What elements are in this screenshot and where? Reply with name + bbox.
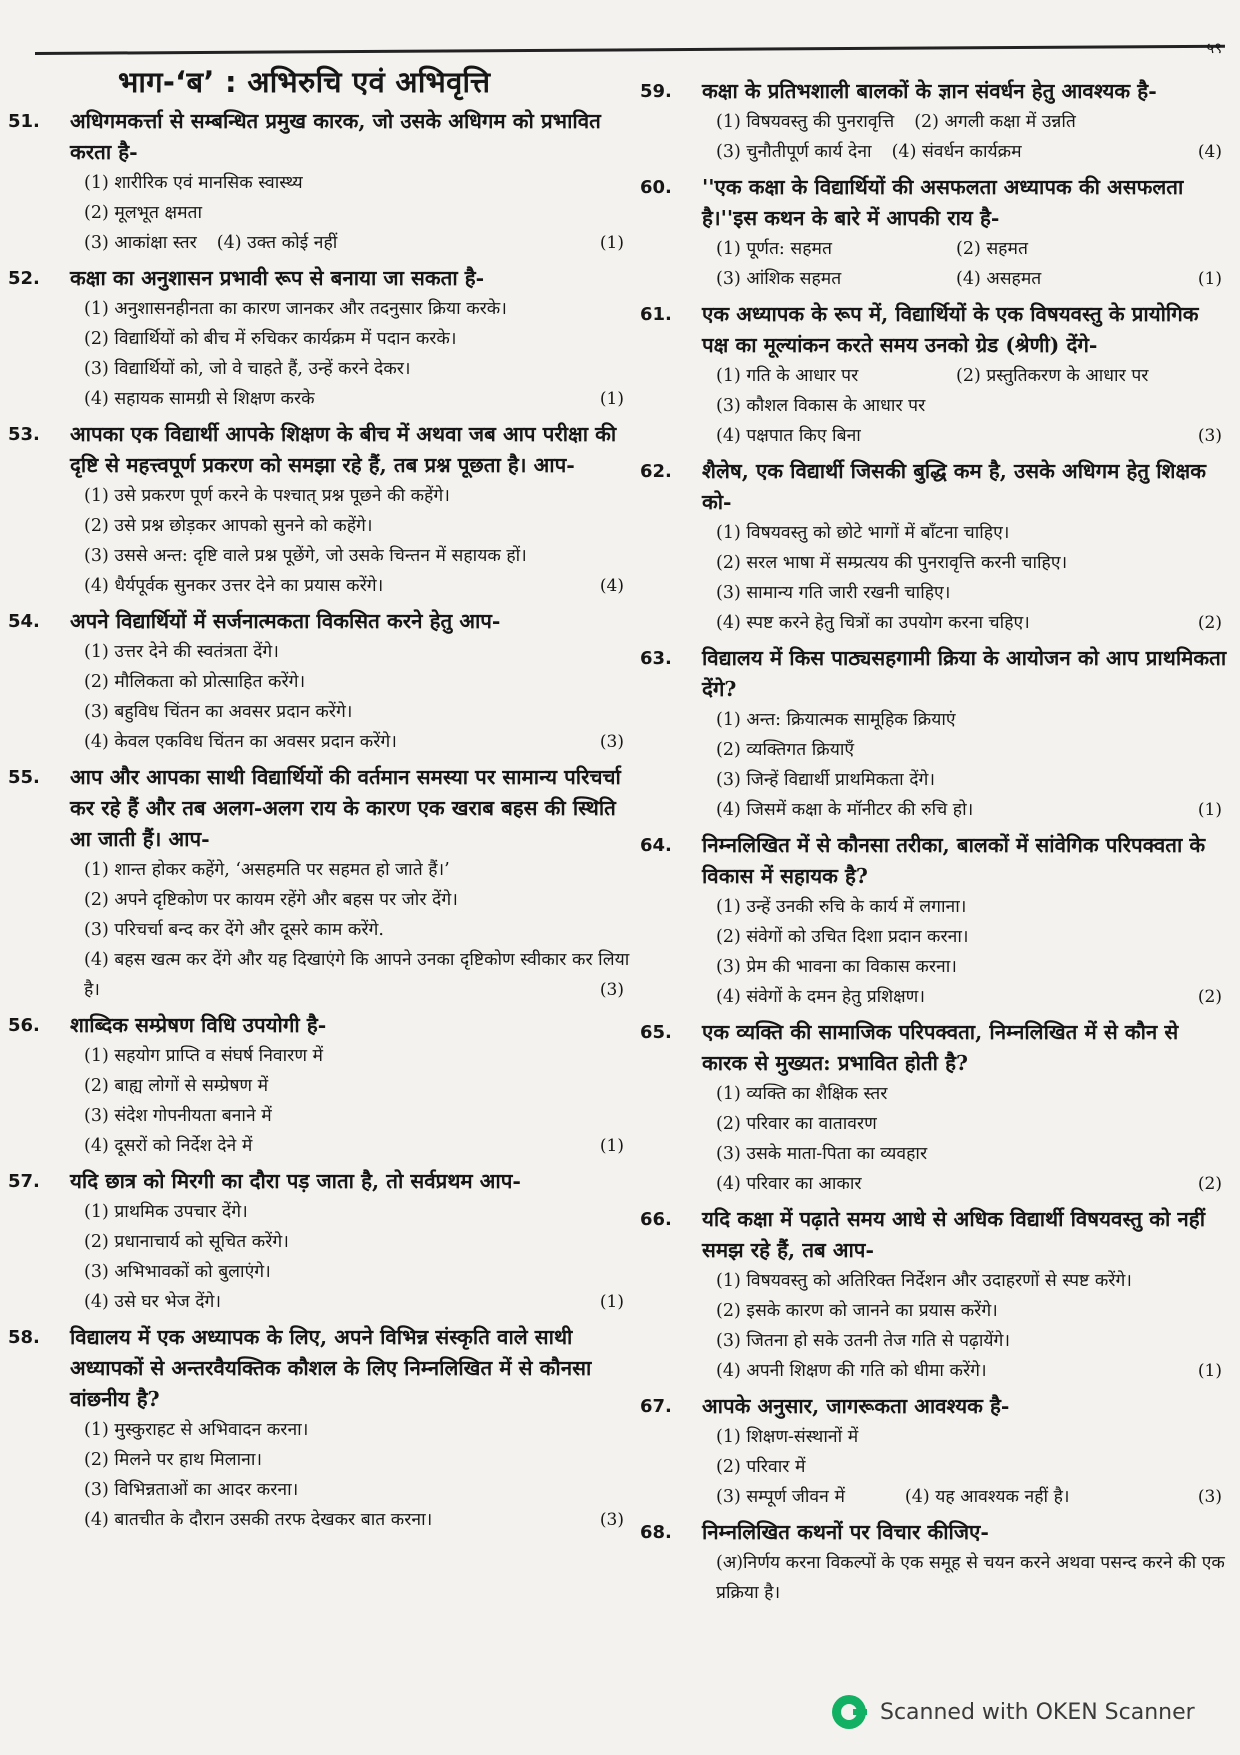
option: (1) उन्हें उनकी रुचि के कार्य में लगाना।	[716, 897, 967, 917]
answer-key: (3)	[1197, 426, 1222, 446]
question-number: 57.	[8, 1171, 40, 1192]
option: (1) गति के आधार पर	[716, 366, 859, 386]
option: (2) संवेगों को उचित दिशा प्रदान करना।	[716, 927, 969, 947]
option: (1) उत्तर देने की स्वतंत्रता देंगे।	[84, 642, 279, 662]
answer-key: (3)	[599, 732, 624, 752]
option: (3) विभिन्नताओं का आदर करना।	[84, 1480, 299, 1500]
question-number: 64.	[640, 835, 672, 856]
question-number: 53.	[8, 424, 40, 445]
option: (4) बहस खत्म कर देंगे और यह दिखाएंगे कि आपने उनका दृष्टिकोण स्वीकार कर लिया है।	[84, 950, 630, 1000]
option: (3) उसके माता-पिता का व्यवहार	[716, 1144, 928, 1164]
option: (1) विषयवस्तु को अतिरिक्त निर्देशन और उदाहरणों से स्पष्ट करेंगे।	[716, 1271, 1132, 1291]
question-53	[8, 419, 630, 601]
question-66	[640, 1204, 1228, 1386]
question-number: 61.	[640, 304, 672, 325]
answer-key: (3)	[599, 980, 624, 1000]
option: (2) मूलभूत क्षमता	[84, 203, 203, 223]
question-stem: यदि छात्र को मिरगी का दौरा पड़ जाता है, तो सर्वप्रथम आप-	[70, 1169, 521, 1193]
option: (2) सरल भाषा में सम्प्रत्यय की पुनरावृत्ति करनी चाहिए।	[716, 553, 1068, 573]
question-number: 56.	[8, 1015, 40, 1036]
answer-key: (1)	[1197, 269, 1222, 289]
option: (1) पूर्णत: सहमत	[716, 239, 832, 259]
question-stem: यदि कक्षा में पढ़ाते समय आधे से अधिक विद्यार्थी विषयवस्तु को नहीं समझ रहे हैं, तब आप-	[702, 1207, 1205, 1262]
answer-key: (4)	[599, 576, 624, 596]
scanner-watermark-text: Scanned with OKEN Scanner	[880, 1699, 1195, 1725]
question-number: 66.	[640, 1209, 672, 1230]
question-stem: शैलेष, एक विद्यार्थी जिसकी बुद्धि कम है, उसके अधिगम हेतु शिक्षक को-	[702, 459, 1206, 514]
question-stem: आप और आपका साथी विद्यार्थियों की वर्तमान समस्या पर सामान्य परिचर्चा कर रहे हैं और तब अलग-अलग राय के कारण एक खराब बहस की स्थिति आ जाती हैं। आप-	[70, 765, 621, 851]
option: (1) विषयवस्तु की पुनरावृत्ति	[716, 112, 895, 132]
right-column	[640, 62, 1228, 1608]
question-stem: अपने विद्यार्थियों में सर्जनात्मकता विकसित करने हेतु आप-	[70, 609, 501, 633]
option: (4) बातचीत के दौरान उसकी तरफ देखकर बात करना।	[84, 1510, 433, 1530]
question-stem: अधिगमकर्त्ता से सम्बन्धित प्रमुख कारक, जो उसके अधिगम को प्रभावित करता है-	[70, 109, 601, 164]
answer-key: (1)	[599, 1136, 624, 1156]
oken-scanner-logo-icon	[832, 1695, 866, 1729]
option: (4) संवर्धन कार्यक्रम	[891, 142, 1022, 162]
option: (2) विद्यार्थियों को बीच में रुचिकर कार्यक्रम में पदान करके।	[84, 329, 457, 349]
scanner-watermark	[832, 1695, 1195, 1729]
question-number: 59.	[640, 81, 672, 102]
option: (1) विषयवस्तु को छोटे भागों में बाँटना चाहिए।	[716, 523, 1010, 543]
question-52	[8, 263, 630, 414]
option: (1) व्यक्ति का शैक्षिक स्तर	[716, 1084, 888, 1104]
option: (4) दूसरों को निर्देश देने में	[84, 1136, 253, 1156]
option: (4) केवल एकविध चिंतन का अवसर प्रदान करेंगे।	[84, 732, 397, 752]
answer-key: (2)	[1197, 1174, 1222, 1194]
question-65	[640, 1017, 1228, 1199]
option: (4) उक्त कोई नहीं	[216, 233, 338, 253]
question-68	[640, 1517, 1228, 1608]
question-stem: एक व्यक्ति की सामाजिक परिपक्वता, निम्नलिखित में से कौन से कारक से मुख्यत: प्रभावित होती है?	[702, 1020, 1179, 1075]
answer-key: (3)	[599, 1510, 624, 1530]
option: (4) सहायक सामग्री से शिक्षण करके	[84, 389, 315, 409]
option: (4) यह आवश्यक नहीं है।	[904, 1487, 1070, 1507]
left-column	[8, 62, 630, 1535]
option: (4) संवेगों के दमन हेतु प्रशिक्षण।	[716, 987, 925, 1007]
option: (2) व्यक्तिगत क्रियाएँ	[716, 740, 855, 760]
question-number: 52.	[8, 268, 40, 289]
option: (1) अन्त: क्रियात्मक सामूहिक क्रियाएं	[716, 710, 956, 730]
option: (1) शिक्षण-संस्थानों में	[716, 1427, 859, 1447]
question-number: 54.	[8, 611, 40, 632]
question-number: 62.	[640, 461, 672, 482]
option: (2) अपने दृष्टिकोण पर कायम रहेंगे और बहस पर जोर देंगे।	[84, 890, 458, 910]
option: (3) अभिभावकों को बुलाएंगे।	[84, 1262, 271, 1282]
question-stem: निम्नलिखित कथनों पर विचार कीजिए-	[702, 1520, 989, 1544]
option: (2) प्रस्तुतिकरण के आधार पर	[956, 366, 1149, 386]
option: (3) कौशल विकास के आधार पर	[716, 396, 926, 416]
answer-key: (1)	[599, 389, 624, 409]
option: (4) उसे घर भेज देंगे।	[84, 1292, 222, 1312]
option: (3) जितना हो सके उतनी तेज गति से पढ़ायेंगे।	[716, 1331, 1011, 1351]
option: (1) मुस्कुराहट से अभिवादन करना।	[84, 1420, 309, 1440]
question-51	[8, 106, 630, 258]
option: (2) उसे प्रश्न छोड़कर आपको सुनने को कहेंगे।	[84, 516, 373, 536]
question-number: 67.	[640, 1396, 672, 1417]
question-67	[640, 1391, 1228, 1512]
option: (1) उसे प्रकरण पूर्ण करने के पश्चात् प्रश्न पूछने की कहेंगे।	[84, 486, 450, 506]
option: (3) आंशिक सहमत	[716, 269, 842, 289]
option: (4) स्पष्ट करने हेतु चित्रों का उपयोग करना चहिए।	[716, 613, 1030, 633]
option: (4) धैर्यपूर्वक सुनकर उत्तर देने का प्रयास करेंगे।	[84, 576, 384, 596]
option: (1) अनुशासनहीनता का कारण जानकर और तदनुसार क्रिया करके।	[84, 299, 507, 319]
question-stem: शाब्दिक सम्प्रेषण विधि उपयोगी है-	[70, 1013, 327, 1037]
option: (2) मौलिकता को प्रोत्साहित करेंगे।	[84, 672, 306, 692]
option: (2) परिवार में	[716, 1457, 806, 1477]
question-stem: निम्नलिखित में से कौनसा तरीका, बालकों में सांवेगिक परिपक्वता के विकास में सहायक है?	[702, 833, 1206, 888]
answer-key: (2)	[1197, 987, 1222, 1007]
question-63	[640, 643, 1228, 825]
answer-key: (1)	[1197, 800, 1222, 820]
option: (3) आकांक्षा स्तर	[84, 233, 197, 253]
option: (3) जिन्हें विद्यार्थी प्राथमिकता देंगे।	[716, 770, 936, 790]
option: (2) बाह्य लोगों से सम्प्रेषण में	[84, 1076, 269, 1096]
section-title: भाग-‘ब’ : अभिरुचि एवं अभिवृत्ति	[118, 65, 491, 99]
option: (3) प्रेम की भावना का विकास करना।	[716, 957, 957, 977]
question-62	[640, 456, 1228, 638]
top-rule	[35, 45, 1225, 55]
question-56	[8, 1010, 630, 1161]
option: (3) सम्पूर्ण जीवन में	[716, 1487, 845, 1507]
question-61	[640, 299, 1228, 451]
option: (4) अपनी शिक्षण की गति को धीमा करेंगे।	[716, 1361, 987, 1381]
question-stem: आपके अनुसार, जागरूकता आवश्यक है-	[702, 1394, 1010, 1418]
option: (2) सहमत	[956, 239, 1028, 259]
option: (2) इसके कारण को जानने का प्रयास करेंगे।	[716, 1301, 998, 1321]
answer-key: (1)	[1197, 1361, 1222, 1381]
page-number: ५९	[1206, 39, 1222, 57]
question-55	[8, 762, 630, 1005]
question-number: 68.	[640, 1522, 672, 1543]
question-54	[8, 606, 630, 757]
question-number: 65.	[640, 1022, 672, 1043]
option: (1) शारीरिक एवं मानसिक स्वास्थ्य	[84, 173, 303, 193]
option: (1) प्राथमिक उपचार देंगे।	[84, 1202, 248, 1222]
question-number: 51.	[8, 111, 40, 132]
option: (4) जिसमें कक्षा के मॉनीटर की रुचि हो।	[716, 800, 974, 820]
option: (2) परिवार का वातावरण	[716, 1114, 877, 1134]
option: (1) सहयोग प्राप्ति व संघर्ष निवारण में	[84, 1046, 324, 1066]
question-stem: विद्यालय में किस पाठ्यसहगामी क्रिया के आयोजन को आप प्राथमिकता देंगे?	[702, 646, 1227, 701]
question-stem: ''एक कक्षा के विद्यार्थियों की असफलता अध्यापक की असफलता है।''इस कथन के बारे में आपकी राय है-	[702, 175, 1184, 230]
option: (अ)निर्णय करना विकल्पों के एक समूह से चयन करने अथवा पसन्द करने की एक प्रक्रिया है।	[716, 1553, 1225, 1603]
option: (3) सामान्य गति जारी रखनी चाहिए।	[716, 583, 951, 603]
option: (3) उससे अन्त: दृष्टि वाले प्रश्न पूछेंगे, जो उसके चिन्तन में सहायक हों।	[84, 546, 527, 566]
option: (3) चुनौतीपूर्ण कार्य देना	[716, 142, 872, 162]
option: (2) अगली कक्षा में उन्नति	[914, 112, 1076, 132]
question-number: 60.	[640, 177, 672, 198]
question-number: 63.	[640, 648, 672, 669]
option: (2) मिलने पर हाथ मिलाना।	[84, 1450, 262, 1470]
question-stem: विद्यालय में एक अध्यापक के लिए, अपने विभिन्न संस्कृति वाले साथी अध्यापकों से अन्तरवैयक्तिक कौशल के लिए निम्नलिखित में से कौनसा वांछनीय है?	[70, 1325, 592, 1411]
option: (4) असहमत	[956, 269, 1042, 289]
answer-key: (3)	[1197, 1487, 1222, 1507]
question-58	[8, 1322, 630, 1535]
option: (2) प्रधानाचार्य को सूचित करेंगे।	[84, 1232, 289, 1252]
option: (1) शान्त होकर कहेंगे, ‘असहमति पर सहमत हो जाते हैं।’	[84, 860, 450, 880]
question-60	[640, 172, 1228, 294]
answer-key: (1)	[599, 233, 624, 253]
option: (3) संदेश गोपनीयता बनाने में	[84, 1106, 272, 1126]
answer-key: (1)	[599, 1292, 624, 1312]
question-57	[8, 1166, 630, 1317]
question-stem: कक्षा के प्रतिभशाली बालकों के ज्ञान संवर्धन हेतु आवश्यक है-	[702, 79, 1157, 103]
question-stem: कक्षा का अनुशासन प्रभावी रूप से बनाया जा सकता है-	[70, 266, 485, 290]
question-stem: एक अध्यापक के रूप में, विद्यार्थियों के एक विषयवस्तु के प्रायोगिक पक्ष का मूल्यांकन करते समय उनको ग्रेड (श्रेणी) देंगे-	[702, 302, 1199, 357]
question-64	[640, 830, 1228, 1012]
question-number: 55.	[8, 767, 40, 788]
question-stem: आपका एक विद्यार्थी आपके शिक्षण के बीच में अथवा जब आप परीक्षा की दृष्टि से महत्त्वपूर्ण प्रकरण को समझा रहे हैं, तब प्रश्न पूछता है। आप-	[70, 422, 617, 477]
answer-key: (2)	[1197, 613, 1222, 633]
question-number: 58.	[8, 1327, 40, 1348]
question-59	[640, 76, 1228, 167]
option: (3) परिचर्चा बन्द कर देंगे और दूसरे काम करेंगे.	[84, 920, 384, 940]
option: (4) पक्षपात किए बिना	[716, 426, 861, 446]
option: (3) बहुविध चिंतन का अवसर प्रदान करेंगे।	[84, 702, 353, 722]
option: (4) परिवार का आकार	[716, 1174, 862, 1194]
answer-key: (4)	[1197, 142, 1222, 162]
option: (3) विद्यार्थियों को, जो वे चाहते हैं, उन्हें करने देकर।	[84, 359, 411, 379]
